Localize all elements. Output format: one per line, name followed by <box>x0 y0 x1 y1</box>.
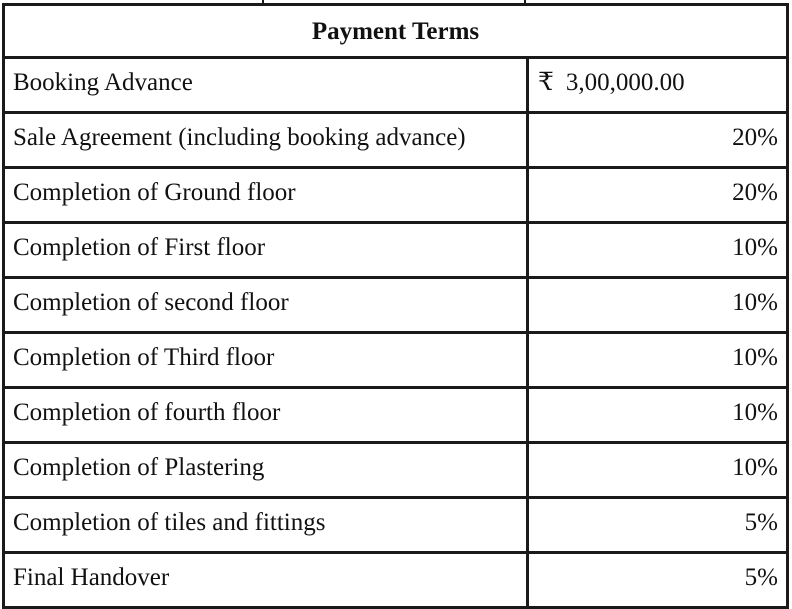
row-label: Completion of second floor <box>4 278 528 333</box>
row-label: Sale Agreement (including booking advance) <box>4 113 528 168</box>
payment-terms-table <box>2 3 789 609</box>
table-row <box>4 223 788 278</box>
row-label: Completion of tiles and fittings <box>4 498 528 553</box>
row-percentage: 10% <box>528 278 788 333</box>
row-percentage: 5% <box>528 498 788 553</box>
row-percentage: 20% <box>528 113 788 168</box>
rupee-icon: ₹ <box>538 68 554 96</box>
table-row <box>4 168 788 223</box>
table-row <box>4 553 788 608</box>
row-label: Final Handover <box>4 553 528 608</box>
row-label: Completion of fourth floor <box>4 388 528 443</box>
row-label: Completion of Ground floor <box>4 168 528 223</box>
row-label: Booking Advance <box>4 58 528 113</box>
row-percentage: 10% <box>528 388 788 443</box>
row-label: Completion of Third floor <box>4 333 528 388</box>
table-title: Payment Terms <box>4 5 788 58</box>
row-label: Completion of First floor <box>4 223 528 278</box>
table-row <box>4 443 788 498</box>
table-row <box>4 498 788 553</box>
row-percentage: 10% <box>528 443 788 498</box>
payment-terms-document <box>2 0 789 603</box>
table-header-row <box>4 5 788 58</box>
booking-amount: 3,00,000.00 <box>565 68 685 96</box>
table-row <box>4 388 788 443</box>
row-percentage: 10% <box>528 333 788 388</box>
row-label: Completion of Plastering <box>4 443 528 498</box>
table-row <box>4 333 788 388</box>
booking-amount-cell <box>528 58 788 113</box>
table-row <box>4 113 788 168</box>
row-percentage: 10% <box>528 223 788 278</box>
table-row-booking-advance <box>4 58 788 113</box>
row-percentage: 20% <box>528 168 788 223</box>
row-percentage: 5% <box>528 553 788 608</box>
table-row <box>4 278 788 333</box>
